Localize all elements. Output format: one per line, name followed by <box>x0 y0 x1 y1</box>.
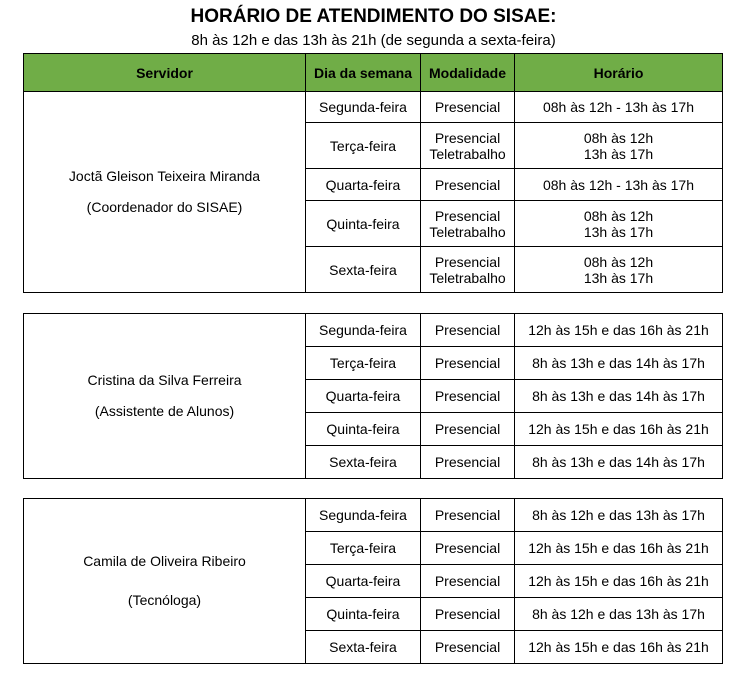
horario-cell: 12h às 15h e das 16h às 21h <box>515 631 723 664</box>
modalidade-cell: Presencial <box>421 380 515 413</box>
modalidade-cell <box>421 247 515 293</box>
horario-cell: 08h às 12h - 13h às 17h <box>515 92 723 123</box>
horario-cell: 8h às 13h e das 14h às 17h <box>515 347 723 380</box>
modalidade-cell: Presencial <box>421 92 515 123</box>
horario-line: 13h às 17h <box>583 223 654 240</box>
modalidade-cell: Presencial <box>421 631 515 664</box>
horario-line: 13h às 17h <box>583 145 654 162</box>
dia-cell: Sexta-feira <box>306 446 421 479</box>
modalidade-cell: Presencial <box>421 598 515 631</box>
servidor-cell <box>24 314 306 479</box>
dia-cell: Sexta-feira <box>306 247 421 293</box>
horario-cell: 8h às 13h e das 14h às 17h <box>515 446 723 479</box>
dia-cell: Terça-feira <box>306 347 421 380</box>
header-modalidade: Modalidade <box>421 54 515 92</box>
dia-cell: Segunda-feira <box>306 92 421 123</box>
horario-cell <box>515 247 723 293</box>
modalidade-line: Presencial <box>434 207 501 224</box>
servidor-role: (Tecnóloga) <box>127 592 202 608</box>
modalidade-cell: Presencial <box>421 532 515 565</box>
modalidade-line: Teletrabalho <box>429 145 506 162</box>
modalidade-cell: Presencial <box>421 565 515 598</box>
horario-line: 08h às 12h <box>583 253 654 270</box>
modalidade-line: Teletrabalho <box>429 269 506 286</box>
table-row <box>24 314 723 347</box>
dia-cell: Quarta-feira <box>306 169 421 201</box>
horario-line: 08h às 12h <box>583 207 654 224</box>
servidor-name: Cristina da Silva Ferreira <box>87 371 242 388</box>
header-horario: Horário <box>515 54 723 92</box>
horario-cell: 12h às 15h e das 16h às 21h <box>515 565 723 598</box>
horario-cell: 8h às 12h e das 13h às 17h <box>515 598 723 631</box>
servidor-role: (Assistente de Alunos) <box>94 403 235 419</box>
servidor-cell <box>24 499 306 664</box>
modalidade-cell: Presencial <box>421 446 515 479</box>
horario-cell: 12h às 15h e das 16h às 21h <box>515 314 723 347</box>
dia-cell: Terça-feira <box>306 123 421 169</box>
modalidade-line: Presencial <box>434 129 501 146</box>
modalidade-line: Teletrabalho <box>429 223 506 240</box>
horario-cell: 08h às 12h - 13h às 17h <box>515 169 723 201</box>
dia-cell: Quinta-feira <box>306 413 421 446</box>
modalidade-cell: Presencial <box>421 347 515 380</box>
servidor-cell <box>24 92 306 293</box>
horario-cell: 8h às 12h e das 13h às 17h <box>515 499 723 532</box>
modalidade-cell: Presencial <box>421 169 515 201</box>
table-row <box>24 499 723 532</box>
horario-cell: 8h às 13h e das 14h às 17h <box>515 380 723 413</box>
schedule-table-3 <box>23 498 723 664</box>
page-subtitle: 8h às 12h e das 13h às 21h (de segunda a sexta-feira) <box>191 32 556 49</box>
table-row <box>24 92 723 123</box>
page-title: HORÁRIO DE ATENDIMENTO DO SISAE: <box>190 6 557 27</box>
horario-cell <box>515 201 723 247</box>
dia-cell: Quinta-feira <box>306 201 421 247</box>
schedule-table-1 <box>23 53 723 293</box>
modalidade-cell: Presencial <box>421 413 515 446</box>
horario-cell <box>515 123 723 169</box>
dia-cell: Quarta-feira <box>306 380 421 413</box>
modalidade-line: Presencial <box>434 253 501 270</box>
horario-line: 08h às 12h <box>583 129 654 146</box>
dia-cell: Quarta-feira <box>306 565 421 598</box>
horario-cell: 12h às 15h e das 16h às 21h <box>515 413 723 446</box>
header-row <box>24 54 723 92</box>
dia-cell: Segunda-feira <box>306 314 421 347</box>
dia-cell: Sexta-feira <box>306 631 421 664</box>
header-servidor: Servidor <box>24 54 306 92</box>
modalidade-cell <box>421 123 515 169</box>
dia-cell: Segunda-feira <box>306 499 421 532</box>
servidor-name: Joctã Gleison Teixeira Miranda <box>68 167 261 184</box>
schedule-table-2 <box>23 313 723 479</box>
dia-cell: Terça-feira <box>306 532 421 565</box>
modalidade-cell: Presencial <box>421 314 515 347</box>
header-dia: Dia da semana <box>306 54 421 92</box>
modalidade-cell <box>421 201 515 247</box>
horario-cell: 12h às 15h e das 16h às 21h <box>515 532 723 565</box>
modalidade-cell: Presencial <box>421 499 515 532</box>
horario-line: 13h às 17h <box>583 269 654 286</box>
servidor-role: (Coordenador do SISAE) <box>86 199 243 215</box>
servidor-name: Camila de Oliveira Ribeiro <box>83 552 246 569</box>
dia-cell: Quinta-feira <box>306 598 421 631</box>
